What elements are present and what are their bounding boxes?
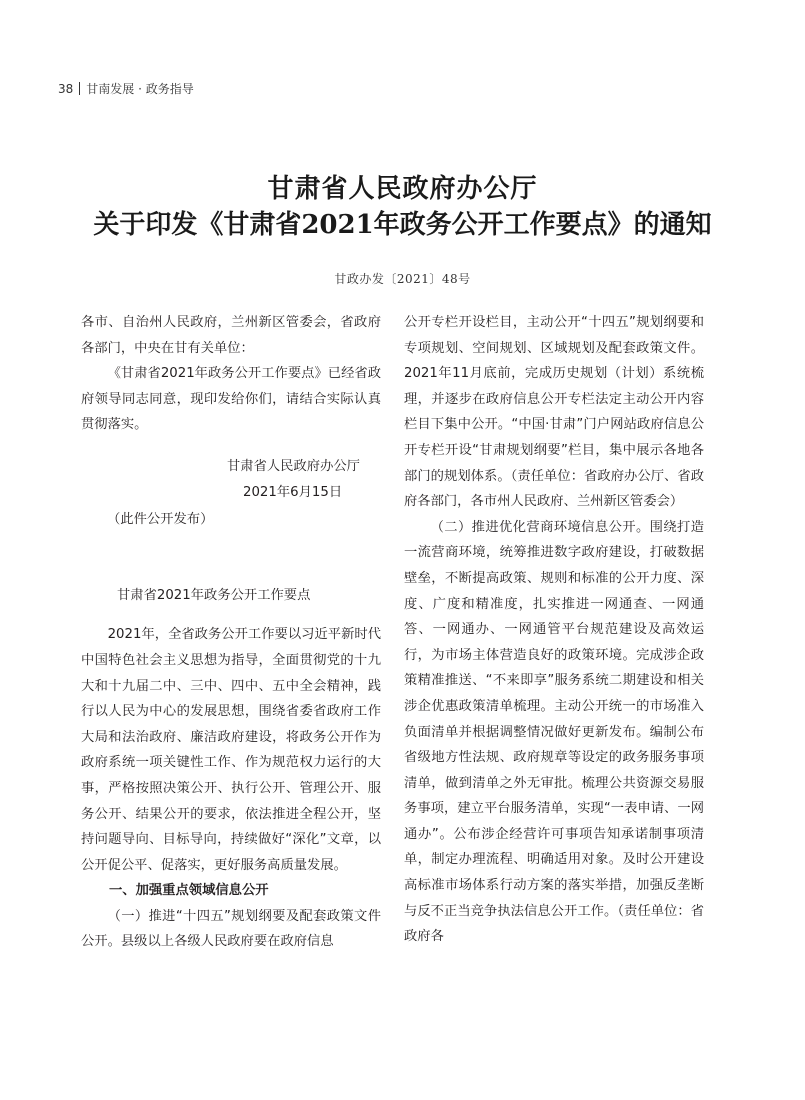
left-column (81, 310, 381, 955)
issue-date: 2021年6月15日 (243, 484, 343, 500)
issuer-signature: 甘肃省人民政府办公厅 (227, 458, 360, 474)
item-1-heading: （一）推进“十四五”规划纲要及配套政策文件公开。 (81, 908, 381, 950)
addressees: 各市、自治州人民政府，兰州新区管委会，省政府各部门，中央在甘有关单位： (81, 315, 381, 356)
header-divider (79, 82, 80, 95)
section-1-heading: 一、加强重点领域信息公开 (109, 883, 269, 899)
section-name: 甘南发展 · 政务指导 (86, 82, 194, 96)
item-1-continued: 公开专栏开设栏目，主动公开“十四五”规划纲要和专项规划、空间规划、区域规划及配套政策文件。2021年11月底前，完成历史规划（计划）系统梳理，并逐步在政府信息公开专栏法定主动公开内容栏目下集中公开。“中国·甘肃”门户网站政府信息公开专栏开设“甘肃规划纲要”栏目，集中展示各地各部门的规划体系。（责任单位：省政府办公厅、省政府各部门，各市州人民政府、兰州新区管委会） (404, 315, 704, 510)
page-number: 38 (58, 81, 74, 96)
item-2-paragraph (404, 515, 704, 950)
item-1-paragraph (81, 904, 381, 955)
title-line-1: 甘肃省人民政府办公厅 (267, 174, 538, 204)
item-1-text: 县级以上各级人民政府要在政府信息 (120, 934, 334, 950)
attachment-title: 甘肃省2021年政务公开工作要点 (117, 587, 311, 603)
document-number: 甘政办发〔2021〕48号 (334, 272, 471, 286)
running-header (58, 80, 194, 97)
publication-note: （此件公开发布） (107, 512, 214, 528)
intro-paragraph: 2021年，全省政务公开工作要以习近平新时代中国特色社会主义思想为指导，全面贯彻党的十九大和十九届二中、三中、四中、五中全会精神，践行以人民为中心的发展思想，围绕省委省政府工作大局和法治政府、廉洁政府建设，将政务公开作为政府系统一项关键性工作、作为规范权力运行的大事，严格按照决策公开、执行公开、管理公开、服务公开、结果公开的要求，依法推进全程公开，坚持问题导向、目标导向，持续做好“深化”文章，以公开促公平、促落实，更好服务高质量发展。 (81, 627, 381, 873)
notice-body: 《甘肃省2021年政务公开工作要点》已经省政府领导同志同意，现印发给你们，请结合实际认真贯彻落实。 (81, 366, 381, 433)
item-2-text: 围绕打造一流营商环境，统筹推进数字政府建设，打破数据壁垒，不断提高政策、规则和标准的公开力度、深度、广度和精准度，扎实推进一网通查、一网通答、一网通办、一网通管平台规范建设及高效运行，为市场主体营造良好的政策环境。完成涉企政策精准推送、“不来即享”服务系统二期建设和相关涉企优惠政策清单梳理。主动公开统一的市场准入负面清单并根据调整情况做好更新发布。编制公布省级地方性法规、政府规章等设定的政务服务事项清单，做到清单之外无审批。梳理公共资源交易服务事项，建立平台服务清单，实现“一表申请、一网通办”。公布涉企经营许可事项告知承诺制事项清单，制定办理流程、明确适用对象。及时公开建设高标准市场体系行动方案的落实举措，加强反垄断与反不正当竞争执法信息公开工作。（责任单位：省政府各 (404, 519, 705, 945)
item-2-heading: （二）推进优化营商环境信息公开。 (430, 519, 650, 535)
right-column (404, 310, 704, 950)
title-line-2: 关于印发《甘肃省2021年政务公开工作要点》的通知 (93, 210, 712, 240)
